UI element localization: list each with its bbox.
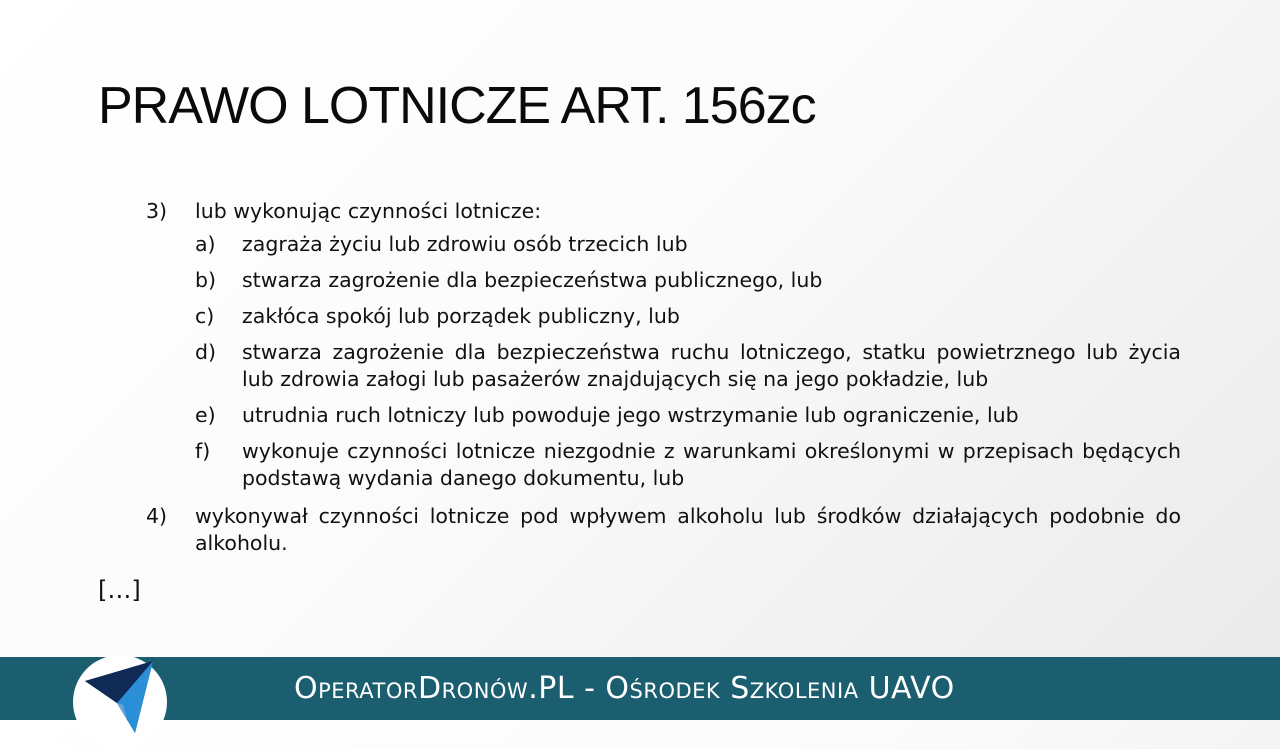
- list-marker: c): [195, 304, 215, 328]
- ellipsis-text: […]: [98, 576, 141, 604]
- list-marker: a): [195, 232, 216, 256]
- list-text: zakłóca spokój lub porządek publiczny, lub: [242, 304, 680, 328]
- list-marker: b): [195, 268, 217, 292]
- logo: [73, 655, 167, 749]
- list-text: utrudnia ruch lotniczy lub powoduje jego wstrzymanie lub ograniczenie, lub: [242, 403, 1019, 427]
- list-marker: d): [195, 340, 217, 364]
- list-marker: f): [195, 439, 211, 463]
- list-text: zagraża życiu lub zdrowiu osób trzecich lub: [242, 232, 688, 256]
- list-marker: 3): [146, 199, 168, 223]
- footer-text: OperatorDronów.PL - Ośrodek Szkolenia UAVO: [294, 671, 955, 706]
- slide-title: PRAWO LOTNICZE ART. 156zc: [98, 77, 816, 135]
- list-text: wykonuje czynności lotnicze niezgodnie z warunkami określonymi w przepisach będących podstawą wydania danego dokumentu, lub: [242, 439, 1181, 490]
- list-text: stwarza zagrożenie dla bezpieczeństwa publicznego, lub: [242, 268, 823, 292]
- list-text: lub wykonując czynności lotnicze:: [195, 199, 542, 223]
- list-marker: e): [195, 403, 216, 427]
- paper-plane-logo-icon: [83, 659, 157, 737]
- list-marker: 4): [146, 504, 168, 528]
- list-text: stwarza zagrożenie dla bezpieczeństwa ruchu lotniczego, statku powietrznego lub życia lub zdrowia załogi lub pasażerów znajdujących się na jego pokładzie, lub: [242, 340, 1181, 391]
- list-text: wykonywał czynności lotnicze pod wpływem alkoholu lub środków działających podobnie do alkoholu.: [195, 504, 1181, 555]
